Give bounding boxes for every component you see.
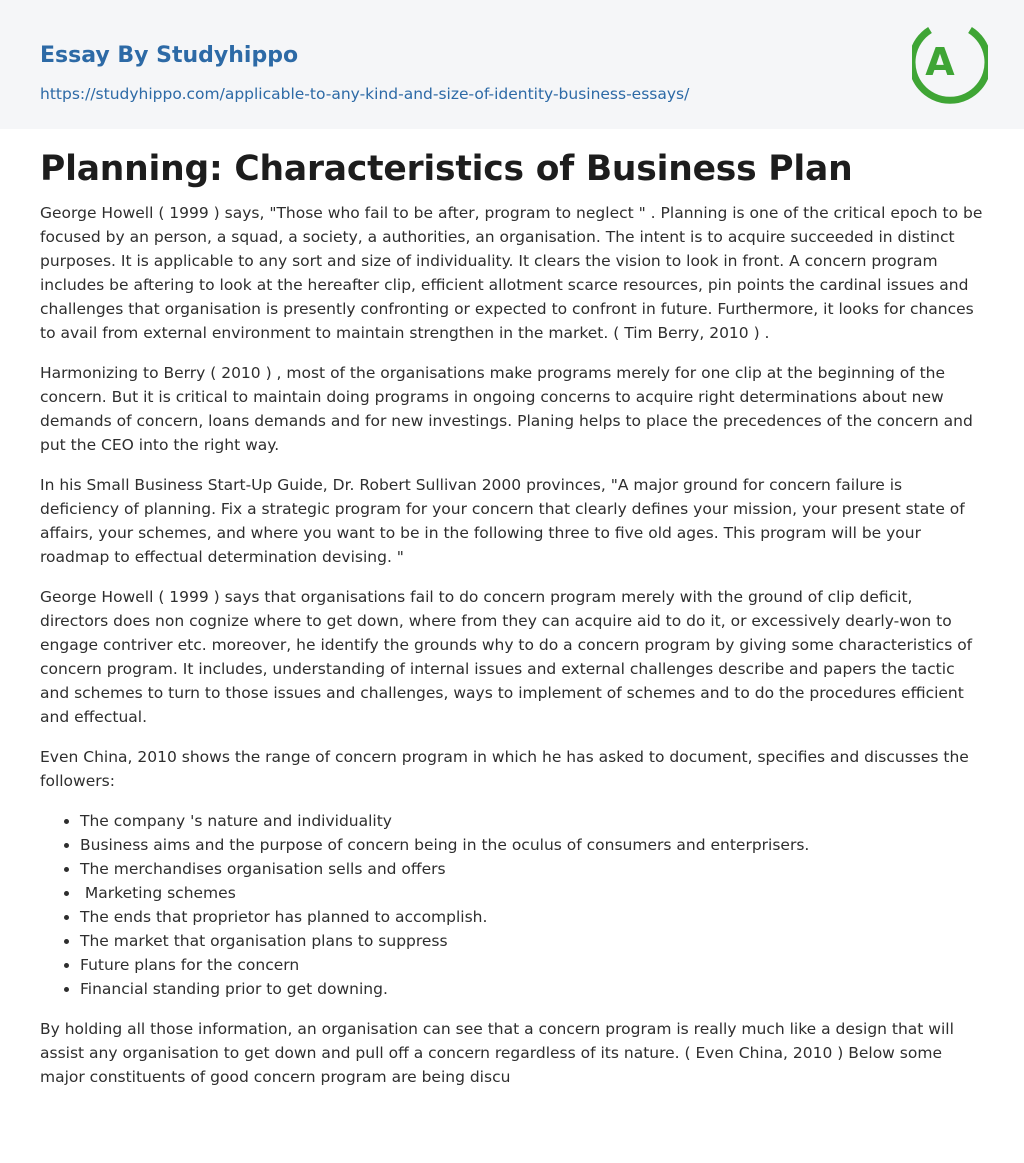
list-item: • The ends that proprietor has planned to accomplish. — [80, 905, 984, 929]
paragraph-5: Even China, 2010 shows the range of concern program in which he has asked to document, specifies and discusses the followers: — [40, 748, 969, 790]
studyhippo-logo-icon[interactable] — [912, 18, 988, 106]
list-item: • The merchandises organisation sells and offers — [80, 857, 984, 881]
list-item: • The company 's nature and individuality — [80, 809, 984, 833]
list-item: • Future plans for the concern — [80, 953, 984, 977]
list-item: • Business aims and the purpose of concern being in the oculus of consumers and enterprisers. — [80, 833, 984, 857]
site-header — [0, 0, 1024, 129]
closing-paragraph: By holding all those information, an organisation can see that a concern program is really much like a design that will assist any organisation to get down and pull off a concern regardless of its nature. ( Even China, 2010 ) Below some major constituents of good concern program are being discu — [40, 1020, 954, 1086]
paragraph-3: In his Small Business Start-Up Guide, Dr. Robert Sullivan 2000 provinces, "A major ground for concern failure is deficiency of planning. Fix a strategic program for your concern that clearly defines your mission, your present state of affairs, your schemes, and where you want to be in the following three to five old ages. This program will be your roadmap to effectual determination devising. " — [40, 476, 965, 566]
paragraph-2: Harmonizing to Berry ( 2010 ) , most of the organisations make programs merely for one clip at the beginning of the concern. But it is critical to maintain doing programs in ongoing concerns to acquire right determinations about new demands of concern, loans demands and for new investings. Planing helps to place the precedences of the concern and put the CEO into the right way. — [40, 364, 973, 454]
svg-text:A: A — [925, 40, 955, 84]
paragraph-4: George Howell ( 1999 ) says that organisations fail to do concern program merely with the ground of clip deficit, directors does non cognize where to get down, where from they can acquire aid to do it, or excessively dearly-won to engage contriver etc. moreover, he identify the grounds why to do a concern program by giving some characteristics of concern program. It includes, understanding of internal issues and external challenges describe and papers the tactic and schemes to turn to those issues and challenges, ways to implement of schemes and to do the procedures efficient and effectual. — [40, 588, 973, 726]
list-item: • Financial standing prior to get downing. — [80, 977, 984, 1001]
article-title: Planning: Characteristics of Business Plan — [40, 149, 853, 189]
list-item: • Marketing schemes — [80, 881, 984, 905]
brand-title[interactable]: Essay By Studyhippo — [40, 43, 299, 68]
list-item: • The market that organisation plans to suppress — [80, 929, 984, 953]
article-body — [0, 149, 1024, 1089]
scope-list — [40, 809, 984, 1001]
paragraph-1: George Howell ( 1999 ) says, "Those who fail to be after, program to neglect " . Planning is one of the critical epoch to be focused by an person, a squad, a society, a authorities, an organisation. The intent is to acquire succeeded in distinct purposes. It is applicable to any sort and size of individuality. It clears the vision to look in front. A concern program includes be aftering to look at the hereafter clip, efficient allotment scarce resources, pin points the cardinal issues and challenges that organisation is presently confronting or expected to confront in future. Furthermore, it looks for chances to avail from external environment to maintain strengthen in the market. ( Tim Berry, 2010 ) . — [40, 204, 983, 342]
page-url-link[interactable]: https://studyhippo.com/applicable-to-any-kind-and-size-of-identity-business-essays/ — [40, 85, 690, 103]
